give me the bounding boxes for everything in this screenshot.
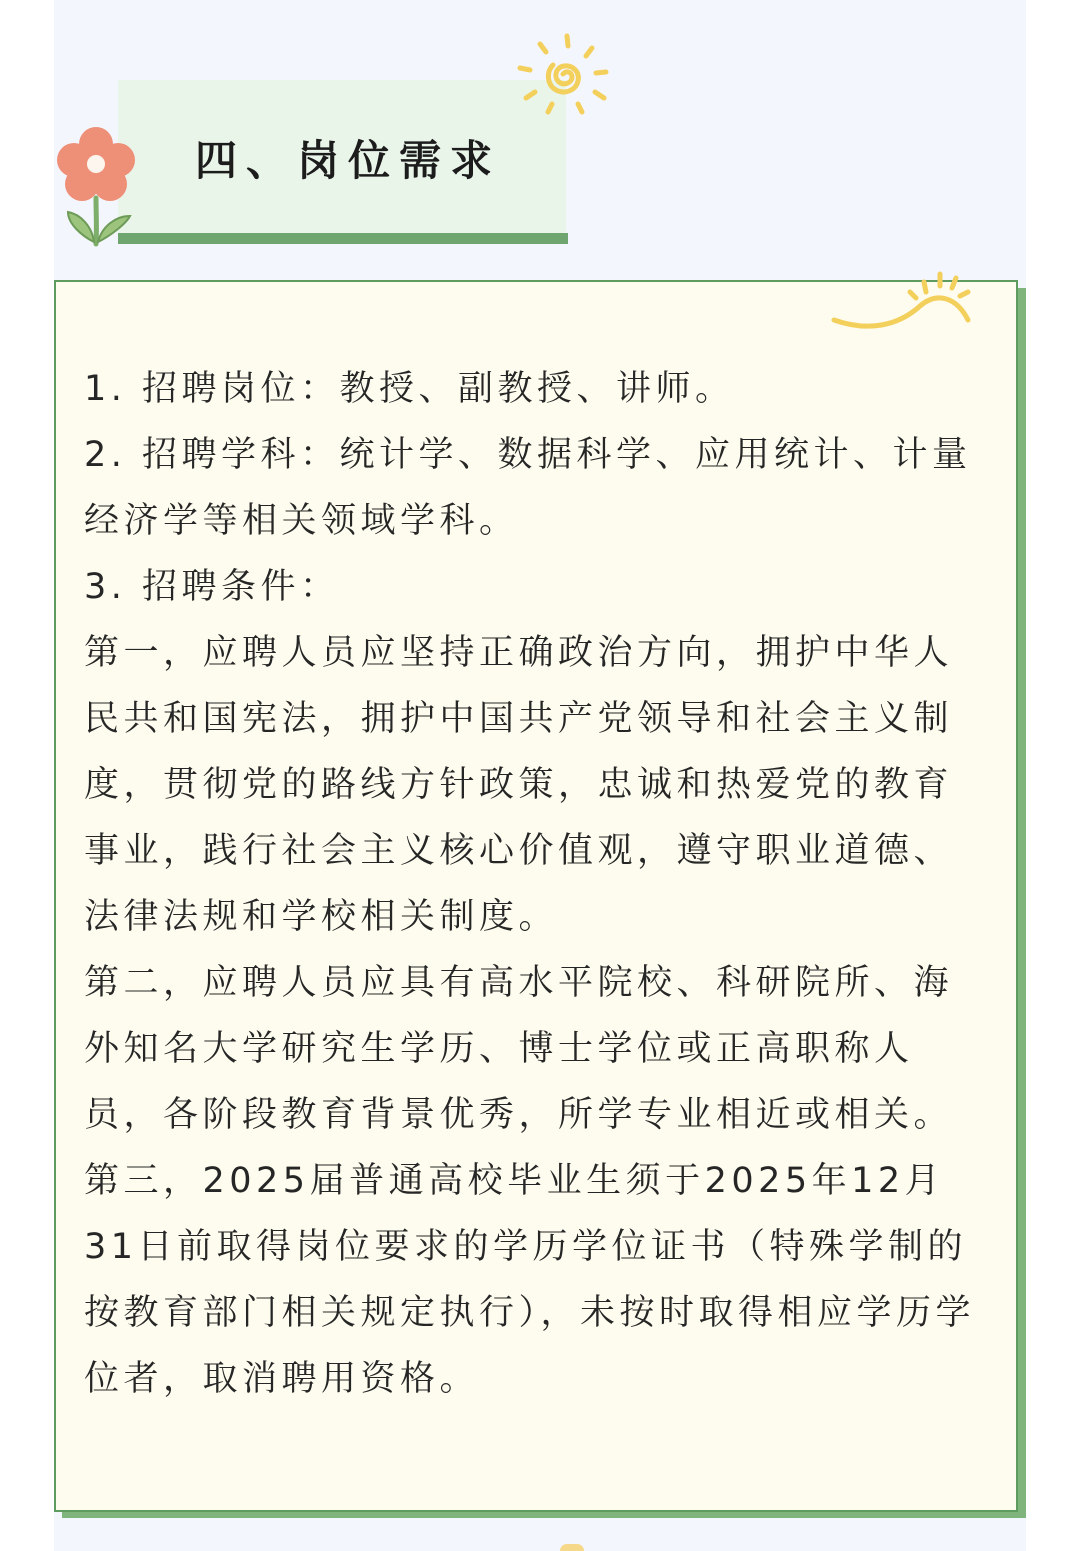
bottom-decoration [560,1544,584,1551]
sun-icon [510,26,620,126]
condition-third: 第三，2025届普通高校毕业生须于2025年12月31日前取得岗位要求的学历学位证书（特殊学制的按教育部门相关规定执行），未按时取得相应学历学位者，取消聘用资格。 [84,1161,976,1399]
requirement-positions: 1. 招聘岗位：教授、副教授、讲师。 [84,369,735,409]
section-title: 四、岗位需求 [195,136,502,185]
requirements-text [84,356,984,1412]
requirement-disciplines: 2. 招聘学科：统计学、数据科学、应用统计、计量经济学等相关领域学科。 [84,435,972,541]
condition-first: 第一，应聘人员应坚持正确政治方向，拥护中华人民共和国宪法，拥护中国共产党领导和社会主义制度，贯彻党的路线方针政策，忠诚和热爱党的教育事业，践行社会主义核心价值观，遵守职业道德、法律法规和学校相关制度。 [84,633,954,937]
flower-icon [52,126,142,256]
condition-second: 第二，应聘人员应具有高水平院校、科研院所、海外知名大学研究生学历、博士学位或正高职称人员，各阶段教育背景优秀，所学专业相近或相关。 [84,963,954,1135]
sunrise-icon [828,266,978,336]
requirement-conditions-heading: 3. 招聘条件： [84,567,340,607]
section-header-underline [118,233,568,244]
